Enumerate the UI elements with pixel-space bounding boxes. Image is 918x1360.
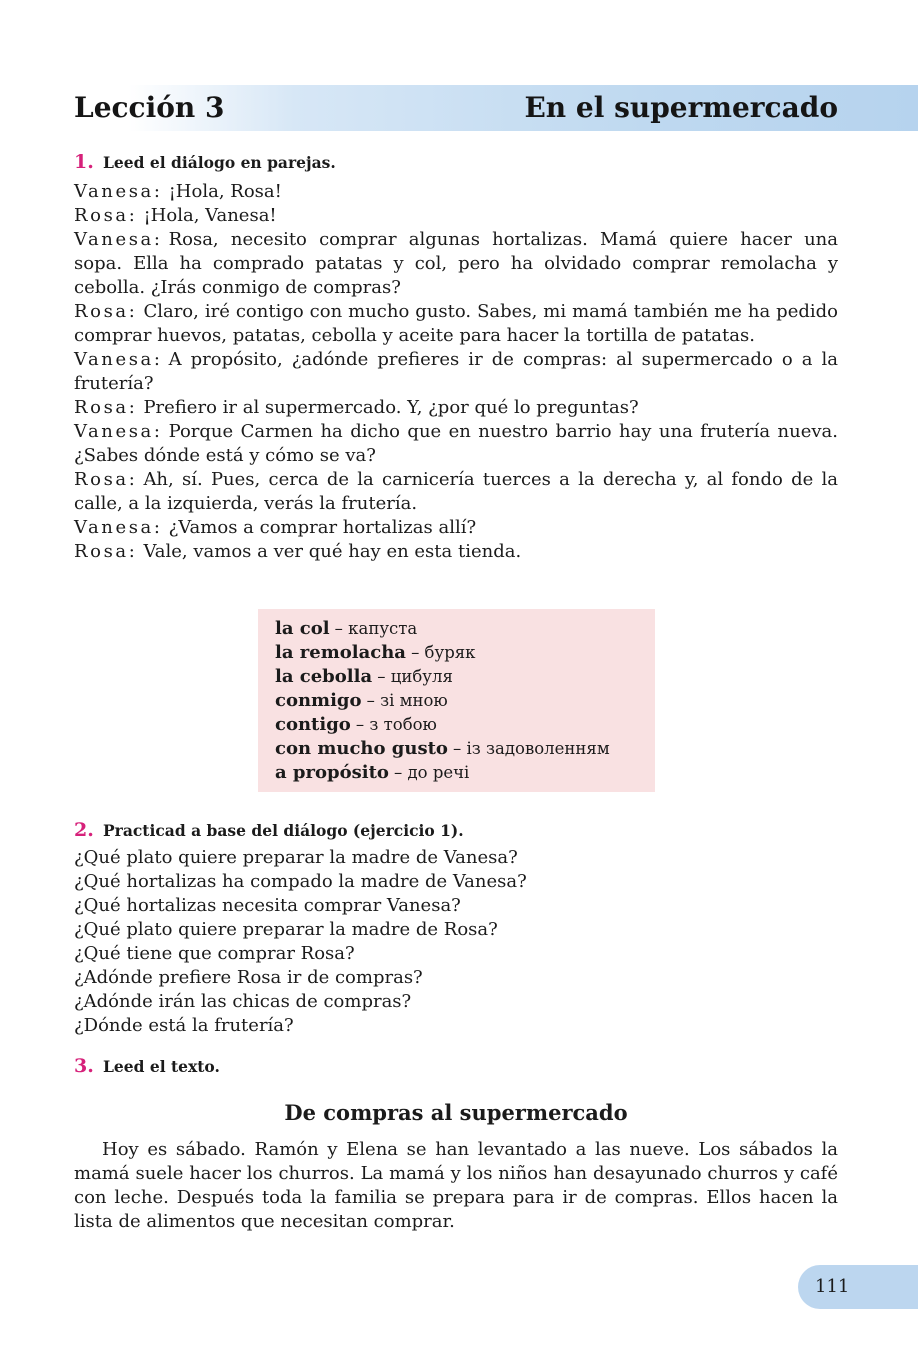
page-number: 111 (798, 1265, 918, 1309)
speaker: Vanesa: (74, 349, 163, 370)
vocabulary-translation: – до речі (393, 763, 470, 782)
dialogue-line (74, 540, 838, 564)
utterance: Claro, iré contigo con mucho gusto. Sabes, mi mamá también me ha pedido comprar huevos, patatas, cebolla y aceite para hacer la tortilla de patatas. (74, 301, 838, 346)
vocabulary-term: contigo (275, 714, 351, 735)
vocabulary-box (258, 609, 655, 792)
dialogue-line (74, 468, 838, 516)
utterance: Ah, sí. Pues, cerca de la carnicería tuerces a la derecha y, al fondo de la calle, a la izquierda, verás la frutería. (74, 469, 838, 514)
vocabulary-term: con mucho gusto (275, 738, 448, 759)
speaker: Vanesa: (74, 517, 163, 538)
utterance: Porque Carmen ha dicho que en nuestro barrio hay una frutería nueva. ¿Sabes dónde está y cómo se va? (74, 421, 838, 466)
lesson-title: En el supermercado (524, 91, 838, 124)
vocabulary-item (275, 689, 655, 713)
question: ¿Adónde irán las chicas de compras? (74, 991, 412, 1012)
vocabulary-item (275, 665, 655, 689)
dialogue (74, 180, 838, 564)
dialogue-line (74, 348, 838, 396)
question: ¿Qué plato quiere preparar la madre de Rosa? (74, 919, 498, 940)
speaker: Rosa: (74, 301, 138, 322)
lesson-number: Lección 3 (74, 91, 225, 124)
vocabulary-translation: – із задоволенням (453, 739, 610, 758)
speaker: Rosa: (74, 205, 138, 226)
question: ¿Dónde está la frutería? (74, 1015, 294, 1036)
lesson-header (0, 85, 918, 131)
vocabulary-translation: – зі мною (366, 691, 448, 710)
exercise-instruction: Leed el texto. (103, 1057, 220, 1076)
dialogue-line (74, 204, 838, 228)
question: ¿Qué hortalizas necesita comprar Vanesa? (74, 895, 461, 916)
exercise-number: 2. (74, 819, 94, 841)
vocabulary-translation: – капуста (334, 619, 418, 638)
vocabulary-item (275, 737, 655, 761)
exercise-number: 1. (74, 151, 94, 173)
speaker: Vanesa: (74, 229, 163, 250)
reading-title: De compras al supermercado (284, 1100, 628, 1125)
utterance: ¿Vamos a comprar hortalizas allí? (168, 517, 477, 538)
dialogue-line (74, 396, 838, 420)
dialogue-line (74, 180, 838, 204)
exercise-instruction: Practicad a base del diálogo (ejercicio 1). (103, 821, 464, 840)
speaker: Rosa: (74, 469, 138, 490)
vocabulary-term: la remolacha (275, 642, 406, 663)
vocabulary-term: a propósito (275, 762, 389, 783)
vocabulary-term: la col (275, 618, 330, 639)
exercise-instruction: Leed el diálogo en parejas. (103, 153, 336, 172)
vocabulary-translation: – цибуля (377, 667, 453, 686)
vocabulary-item (275, 641, 655, 665)
utterance: Rosa, necesito comprar algunas hortalizas. Mamá quiere hacer una sopa. Ella ha comprado patatas y col, pero ha olvidado comprar remolacha y cebolla. ¿Irás conmigo de compras? (74, 229, 838, 298)
exercise-2-heading (74, 818, 838, 842)
question: ¿Qué hortalizas ha compado la madre de Vanesa? (74, 871, 527, 892)
vocabulary-item (275, 617, 655, 641)
vocabulary-item (275, 713, 655, 737)
utterance: ¡Hola, Rosa! (168, 181, 282, 202)
utterance: Vale, vamos a ver qué hay en esta tienda. (143, 541, 522, 562)
question: ¿Qué tiene que comprar Rosa? (74, 943, 355, 964)
vocabulary-term: la cebolla (275, 666, 373, 687)
dialogue-line (74, 228, 838, 300)
reading-paragraph: Hoy es sábado. Ramón y Elena se han levantado a las nueve. Los sábados la mamá suele hacer los churros. La mamá y los niños han desayunado churros y café con leche. Después toda la familia se prepara para ir de compras. Ellos hacen la lista de alimentos que necesitan comprar. (74, 1139, 838, 1232)
vocabulary-translation: – буряк (411, 643, 476, 662)
utterance: Prefiero ir al supermercado. Y, ¿por qué lo preguntas? (143, 397, 639, 418)
utterance: A propósito, ¿adónde prefieres ir de compras: al supermercado o a la frutería? (74, 349, 838, 394)
speaker: Rosa: (74, 397, 138, 418)
exercise-1-heading (74, 150, 838, 174)
vocabulary-item (275, 761, 655, 785)
dialogue-line (74, 516, 838, 540)
question: ¿Adónde prefiere Rosa ir de compras? (74, 967, 423, 988)
speaker: Vanesa: (74, 421, 163, 442)
question: ¿Qué plato quiere preparar la madre de Vanesa? (74, 847, 518, 868)
vocabulary-term: conmigo (275, 690, 362, 711)
exercise-3-heading (74, 1054, 838, 1078)
vocabulary-translation: – з тобою (355, 715, 437, 734)
speaker: Rosa: (74, 541, 138, 562)
question-list (74, 846, 838, 1038)
utterance: ¡Hola, Vanesa! (143, 205, 277, 226)
speaker: Vanesa: (74, 181, 163, 202)
exercise-number: 3. (74, 1055, 94, 1077)
dialogue-line (74, 420, 838, 468)
dialogue-line (74, 300, 838, 348)
